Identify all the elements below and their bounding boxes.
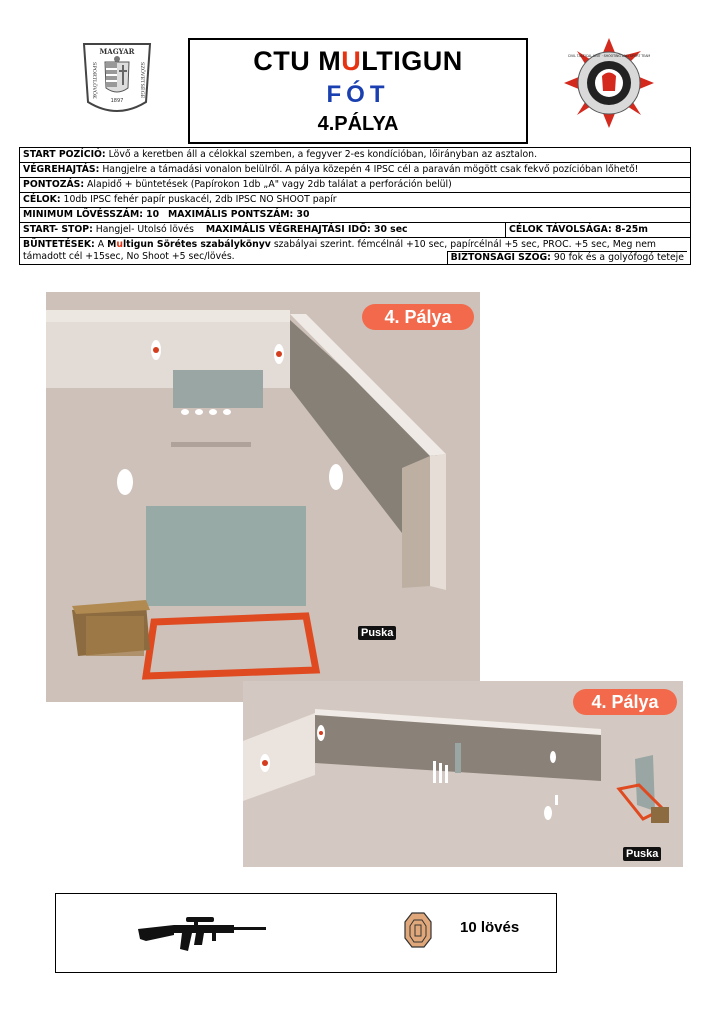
shot-count: 10 lövés [460,919,520,936]
scoring-row: PONTOZÁS: Alapidő + büntetések (Papírokon 1db „A" vagy 2db találat a perforáción belül) [20,178,690,193]
start-position-row: START POZÍCIÓ: Lövő a keretben áll a célokkal szemben, a fegyver 2-es kondícióban, lőirányban az asztalon. [20,148,690,163]
logo-left-top-text: MAGYAR [99,47,135,56]
stage-info-table [19,147,691,265]
start-stop-row: START- STOP: Hangjel- Utolsó lövés MAXIMÁLIS VÉGREHAJTÁSI IDŐ: 30 sec CÉLOK TÁVOLSÁGA: 8-25m [20,223,690,238]
penalties-row: BÜNTETÉSEK: A Multigun Sörétes szabálykönyv szabályai szerint. fémcélnál +10 sec, papírcélnál +5 sec, PROC. +5 sec, Meg nem támadott cél +15sec, No Shoot +5 sec/lövés. BIZTONSÁGI SZÖG: 90 fok és a golyófogó teteje [20,238,690,263]
page-title: CTU MULTIGUN [253,46,463,76]
stage-3d-render-1 [46,292,480,702]
location-title: FÓT [326,81,390,108]
weapon-position-label-2: Puska [623,847,661,861]
stage-badge-2: 4. Pálya [573,689,677,715]
title-box [188,38,528,144]
weapon-position-label-1: Puska [358,626,396,640]
rifle-icon [138,911,266,955]
min-max-row: MINIMUM LÖVÉSSZÁM: 10 MAXIMÁLIS PONTSZÁM: 30 [20,208,690,223]
civil-tactical-unit-logo-icon [562,36,656,130]
logo-left-year: 1897 [110,98,124,104]
ipsc-target-icon [404,912,432,948]
logo-left-side-text: SPORTLÖVŐK [91,62,97,99]
targets-row: CÉLOK: 10db IPSC fehér papír puskacél, 2db IPSC NO SHOOT papír [20,193,690,208]
safety-angle: BIZTONSÁGI SZÖG: 90 fok és a golyófogó teteje [447,251,687,264]
logo-right-text: CIVIL TACTICAL UNIT · SHOOTING AND SPORT TEAM [567,54,651,58]
execution-row: VÉGREHAJTÁS: Hangjelre a támadási vonalon belülről. A pálya közepén 4 IPSC cél a paraván mögött csak fekvő pozícióban lőhető! [20,163,690,178]
mssz-logo-icon [72,40,162,118]
logo-left-side-text-right: SZÖVETSÉGE [139,62,145,99]
stage-render-top-view [46,292,480,702]
stage-badge-1: 4. Pálya [362,304,474,330]
stage-title: 4.PÁLYA [317,113,399,135]
stage-render-side-view [243,681,683,867]
